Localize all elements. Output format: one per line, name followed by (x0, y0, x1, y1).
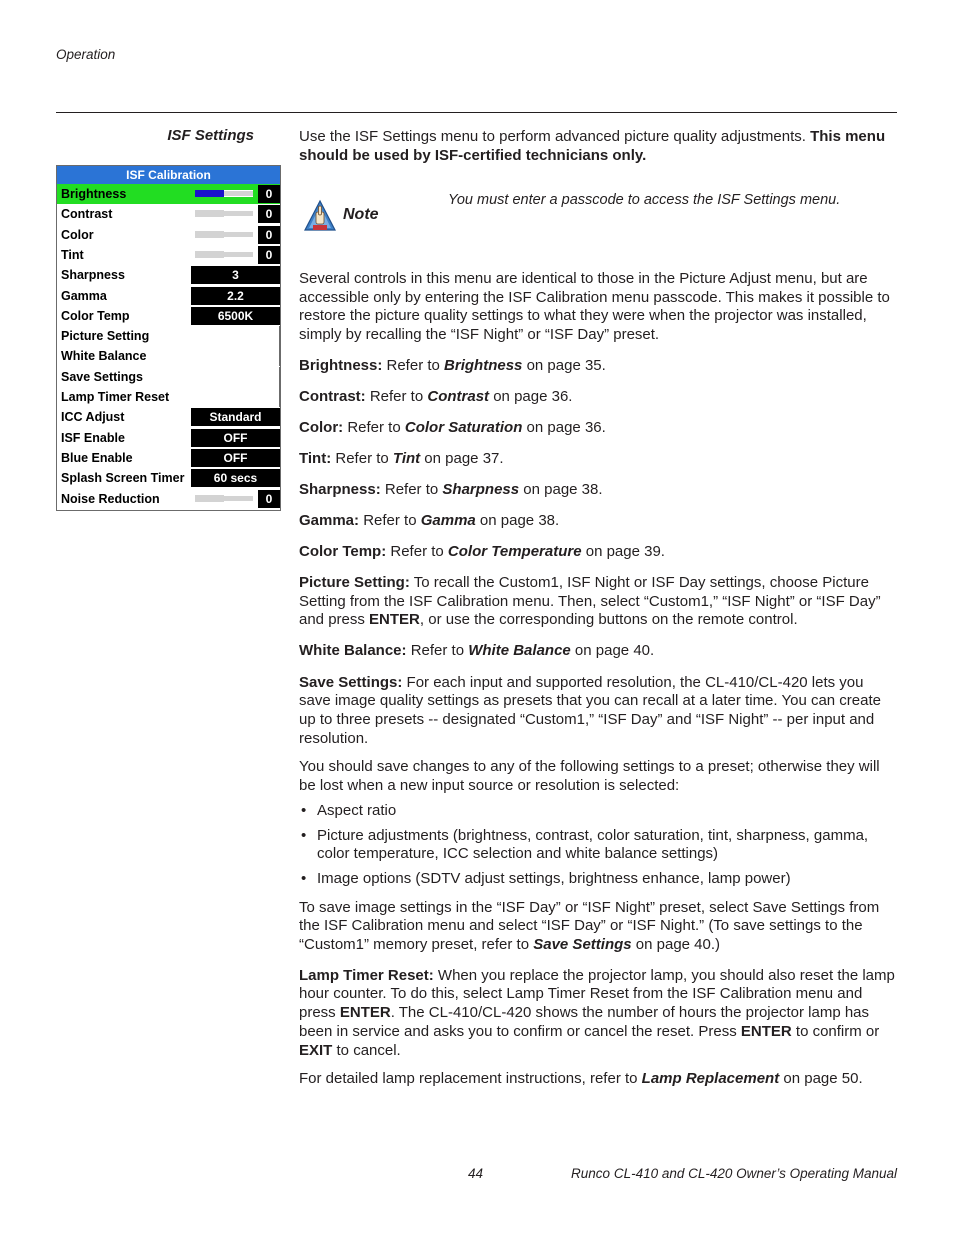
menu-item-tint[interactable] (57, 245, 280, 265)
enter-key: ENTER (740, 1022, 792, 1040)
ref-line-color (299, 419, 899, 438)
level-slider[interactable] (195, 495, 253, 502)
note-text: You must enter a passcode to access the ISF Settings menu. (448, 192, 841, 208)
cross-reference-link[interactable]: Gamma (420, 511, 476, 529)
menu-item-label: ICC Adjust (61, 410, 125, 425)
lamp-text-2: . The CL-410/CL-420 shows the number of hours the projector lamp has been in service and asks you to confirm or cancel the reset. Press (299, 1004, 870, 1040)
ref-pre: Refer to (343, 418, 405, 436)
value-box: 0 (258, 185, 280, 203)
white-balance-term: White Balance: (299, 641, 407, 659)
menu-item-label: Gamma (61, 288, 107, 303)
ref-post: on page 39. (581, 542, 665, 560)
submenu-marker (279, 387, 280, 407)
slider-fill (195, 190, 224, 197)
lamp-timer-paragraph (299, 967, 899, 1061)
menu-item-label: Color (61, 227, 94, 242)
cross-reference-link[interactable]: Sharpness (442, 480, 520, 498)
running-head: Operation (56, 47, 116, 62)
bullet-text: Image options (SDTV adjust settings, brightness enhance, lamp power) (317, 869, 791, 887)
ref-term: Color: (299, 418, 344, 436)
value-box: 0 (258, 226, 280, 244)
menu-title: ISF Calibration (57, 166, 280, 184)
menu-item-color-temp[interactable] (57, 306, 280, 326)
value-box: 0 (258, 205, 280, 223)
intro-warning: This menu should be used by ISF-certified technicians only. (299, 128, 886, 164)
value-box: 3 (191, 266, 280, 284)
lamp-replacement-paragraph (299, 1070, 899, 1089)
cross-reference-link[interactable]: Tint (392, 449, 421, 467)
menu-item-label: Tint (61, 247, 84, 262)
white-balance-ref[interactable]: White Balance (468, 641, 571, 659)
ref-post: on page 38. (475, 511, 560, 529)
save-settings-term: Save Settings: (299, 673, 403, 691)
submenu-marker (279, 346, 280, 366)
ref-line-brightness (299, 357, 899, 376)
section-title: ISF Settings (167, 127, 254, 144)
menu-item-label: Splash Screen Timer (61, 471, 185, 486)
page-number: 44 (468, 1166, 484, 1181)
picture-setting-paragraph (299, 574, 899, 630)
ref-term: Gamma: (299, 511, 360, 529)
enter-key: ENTER (339, 1004, 391, 1022)
slider-fill (195, 210, 224, 217)
bullet-item (299, 802, 899, 821)
picture-setting-text-1: To recall the Custom1, ISF Night or ISF Day settings, choose Picture Setting from the ISF Calibration menu. Then, select “Custom1,” “ISF Night” or “ISF Day” and press (299, 573, 881, 629)
lamp-text-4: to cancel. (332, 1041, 401, 1059)
bullet-icon: • (301, 869, 307, 887)
intro-paragraph (299, 127, 899, 165)
bullet-item (299, 827, 899, 864)
level-slider[interactable] (195, 251, 253, 258)
slider-fill (195, 231, 224, 238)
ref-term: Brightness: (299, 356, 383, 374)
menu-item-brightness[interactable] (57, 184, 280, 204)
menu-item-save-settings[interactable] (57, 367, 280, 387)
white-balance-post: on page 40. (570, 641, 655, 659)
save-settings-paragraph (299, 674, 899, 749)
menu-item-label: Blue Enable (61, 450, 133, 465)
level-slider[interactable] (195, 231, 253, 238)
ref-post: on page 36. (489, 387, 573, 405)
picture-setting-text-2: , or use the corresponding buttons on the remote control. (419, 611, 798, 629)
ref-pre: Refer to (386, 542, 448, 560)
bullet-icon: • (301, 801, 307, 819)
enter-key: ENTER (369, 611, 420, 629)
cross-reference-link[interactable]: Color Saturation (404, 418, 523, 436)
value-box: 0 (258, 490, 280, 508)
lamp-replacement-ref[interactable]: Lamp Replacement (641, 1070, 780, 1088)
value-box: 2.2 (191, 287, 280, 305)
value-box: Standard (191, 408, 280, 426)
ref-pre: Refer to (331, 449, 393, 467)
note-hand-icon (304, 199, 336, 233)
value-box: 0 (258, 246, 280, 264)
ref-post: on page 36. (522, 418, 606, 436)
ref-post: on page 38. (519, 480, 603, 498)
overview-paragraph: Several controls in this menu are identical to those in the Picture Adjust menu, but are accessible only by entering the ISF Calibration menu passcode. This makes it possible to restore the picture quality settings to what they were when the projector was installed, simply by recalling the “ISF Night” or “ISF Day” preset. (299, 270, 890, 344)
white-balance-pre: Refer to (406, 641, 469, 659)
ref-line-sharpness (299, 481, 899, 500)
submenu-marker (279, 326, 280, 346)
menu-item-sharpness[interactable] (57, 265, 280, 285)
bullet-item (299, 870, 899, 889)
menu-item-label: Contrast (61, 207, 113, 222)
header-rule (56, 112, 897, 113)
menu-item-splash-screen-timer[interactable] (57, 468, 280, 488)
ref-post: on page 35. (522, 356, 606, 374)
bullet-text: Picture adjustments (brightness, contrast, color saturation, tint, sharpness, gamma, color temperature, ICC selection and white balance settings) (317, 826, 869, 863)
menu-item-color[interactable] (57, 225, 280, 245)
save-how-text-1: To save image settings in the “ISF Day” or “ISF Night” preset, select Save Settings from the ISF Calibration menu and select “ISF Day” or “ISF Night.” (To save settings to the “Custom1” memory preset, refer to (299, 898, 880, 954)
menu-item-label: White Balance (61, 349, 147, 364)
menu-item-label: Brightness (61, 187, 127, 201)
note-label: Note (343, 206, 379, 223)
lamp-ref-post: on page 50. (779, 1070, 863, 1088)
level-slider[interactable] (195, 210, 253, 217)
cross-reference-link[interactable]: Color Temperature (447, 542, 582, 560)
ref-term: Color Temp: (299, 542, 387, 560)
ref-post: on page 37. (420, 449, 504, 467)
menu-item-label: ISF Enable (61, 430, 125, 445)
ref-term: Sharpness: (299, 480, 381, 498)
ref-term: Contrast: (299, 387, 366, 405)
save-how-text-2: on page 40.) (631, 936, 721, 954)
menu-item-gamma[interactable] (57, 286, 280, 306)
menu-item-label: Picture Setting (61, 329, 150, 344)
bullet-text: Aspect ratio (317, 801, 397, 819)
menu-item-label: Save Settings (61, 369, 143, 384)
menu-item-noise-reduction[interactable] (57, 489, 280, 509)
bullet-icon: • (301, 826, 307, 844)
isf-calibration-menu (56, 165, 281, 511)
slider-fill (195, 495, 224, 502)
save-how-paragraph (299, 899, 899, 955)
menu-item-icc-adjust[interactable] (57, 407, 280, 427)
value-box: 60 secs (191, 469, 280, 487)
value-box: 6500K (191, 307, 280, 325)
ref-pre: Refer to (382, 356, 445, 374)
menu-item-contrast[interactable] (57, 204, 280, 224)
ref-line-contrast (299, 388, 899, 407)
ref-pre: Refer to (380, 480, 443, 498)
menu-item-label: Noise Reduction (61, 491, 160, 506)
ref-line-tint (299, 450, 899, 469)
ref-term: Tint: (299, 449, 332, 467)
menu-item-lamp-timer-reset[interactable] (57, 387, 280, 407)
level-slider[interactable] (195, 190, 253, 197)
submenu-marker (279, 367, 280, 387)
ref-line-color-temp (299, 543, 899, 562)
manual-title: Runco CL-410 and CL-420 Owner’s Operating Manual (571, 1166, 897, 1181)
save-intro-paragraph: You should save changes to any of the following settings to a preset; otherwise they will be lost when a new input source or resolution is selected: (299, 758, 880, 795)
menu-item-blue-enable[interactable] (57, 448, 280, 468)
white-balance-paragraph (299, 642, 899, 661)
menu-item-white-balance[interactable] (57, 346, 280, 366)
lamp-text-1: When you replace the projector lamp, you should also reset the lamp hour counter. To do this, select Lamp Timer Reset from the ISF Calibration menu and press (299, 966, 895, 1022)
save-settings-ref[interactable]: Save Settings (533, 936, 632, 954)
save-settings-text: For each input and supported resolution, the CL-410/CL-420 lets you save image quality settings as presets that you can recall at a later time. You can create up to three presets -- designated “Custom1,” “ISF Day” and “ISF Night” -- per input and resolution. (299, 673, 881, 747)
menu-item-isf-enable[interactable] (57, 428, 280, 448)
value-box: OFF (191, 449, 280, 467)
picture-setting-term: Picture Setting: (299, 573, 410, 591)
cross-reference-link[interactable]: Brightness (444, 356, 523, 374)
menu-item-label: Lamp Timer Reset (61, 390, 170, 404)
value-box: OFF (191, 429, 280, 447)
lamp-ref-pre: For detailed lamp replacement instructions, refer to (299, 1070, 642, 1088)
ref-pre: Refer to (365, 387, 428, 405)
ref-pre: Refer to (359, 511, 421, 529)
main-content (299, 270, 899, 1089)
intro-text: Use the ISF Settings menu to perform advanced picture quality adjustments. (299, 128, 811, 145)
exit-key: EXIT (299, 1041, 333, 1059)
menu-item-picture-setting[interactable] (57, 326, 280, 346)
cross-reference-link[interactable]: Contrast (427, 387, 490, 405)
lamp-timer-term: Lamp Timer Reset: (299, 966, 434, 984)
menu-item-label: Sharpness (61, 268, 125, 283)
slider-fill (195, 251, 224, 258)
ref-line-gamma (299, 512, 899, 531)
lamp-text-3: to confirm or (791, 1022, 880, 1040)
menu-item-label: Color Temp (61, 308, 130, 323)
